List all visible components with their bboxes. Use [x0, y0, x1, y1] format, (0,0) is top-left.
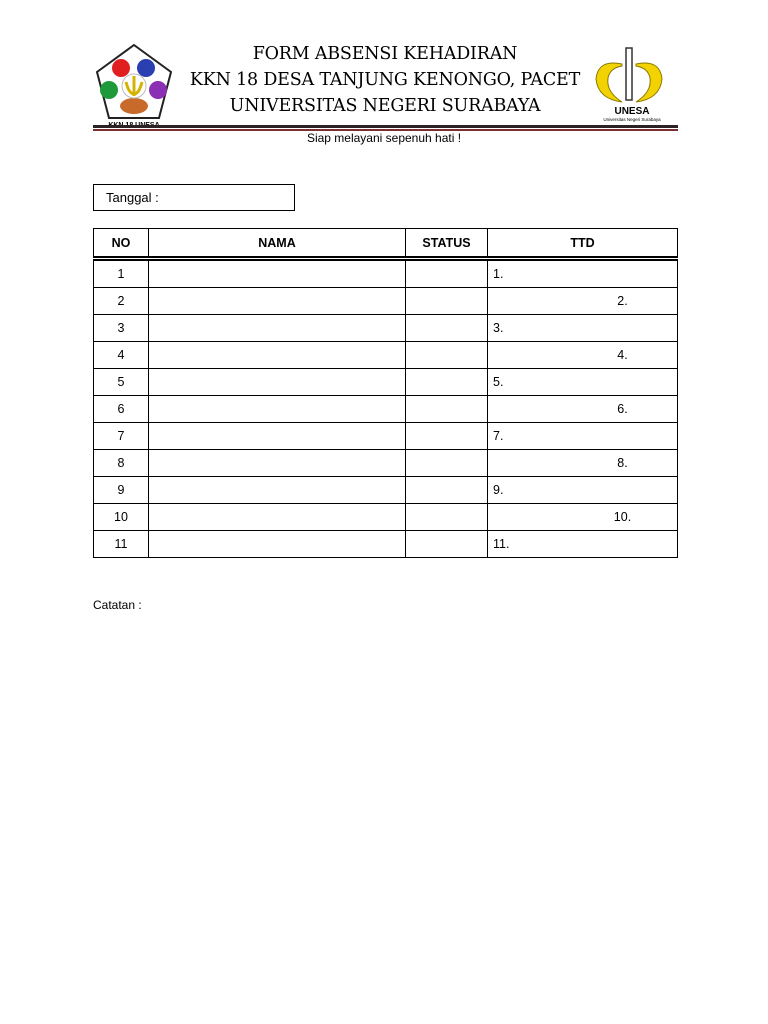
row-number: 7 — [94, 423, 149, 450]
kkn-logo — [93, 42, 175, 130]
column-header-no: NO — [94, 229, 149, 259]
row-number: 5 — [94, 369, 149, 396]
table-row — [94, 259, 678, 288]
status-cell[interactable] — [406, 369, 488, 396]
row-number: 1 — [94, 259, 149, 288]
table-row — [94, 423, 678, 450]
row-number: 10 — [94, 504, 149, 531]
signature-cell[interactable]: 2. — [488, 288, 678, 315]
row-number: 4 — [94, 342, 149, 369]
date-field[interactable] — [93, 184, 295, 211]
signature-cell[interactable]: 8. — [488, 450, 678, 477]
table-header-row — [94, 229, 678, 259]
status-cell[interactable] — [406, 342, 488, 369]
unesa-logo-subtext: Universitas Negeri Surabaya — [603, 117, 661, 122]
signature-cell[interactable]: 10. — [488, 504, 678, 531]
name-cell[interactable] — [149, 396, 406, 423]
signature-cell[interactable]: 3. — [488, 315, 678, 342]
signature-cell[interactable]: 7. — [488, 423, 678, 450]
status-cell[interactable] — [406, 423, 488, 450]
status-cell[interactable] — [406, 288, 488, 315]
name-cell[interactable] — [149, 450, 406, 477]
name-cell[interactable] — [149, 315, 406, 342]
notes-label: Catatan : — [93, 598, 142, 612]
title-line-2: KKN 18 DESA TANJUNG KENONGO, PACET — [189, 70, 581, 90]
date-label: Tanggal : — [106, 190, 159, 205]
signature-cell[interactable]: 5. — [488, 369, 678, 396]
row-number: 11 — [94, 531, 149, 558]
row-number: 3 — [94, 315, 149, 342]
name-cell[interactable] — [149, 504, 406, 531]
name-cell[interactable] — [149, 531, 406, 558]
table-row — [94, 477, 678, 504]
table-row — [94, 504, 678, 531]
row-number: 2 — [94, 288, 149, 315]
row-number: 6 — [94, 396, 149, 423]
column-header-ttd: TTD — [488, 229, 678, 259]
status-cell[interactable] — [406, 259, 488, 288]
header-divider — [93, 125, 678, 128]
table-row — [94, 531, 678, 558]
title-line-1: FORM ABSENSI KEHADIRAN — [252, 44, 518, 64]
title-line-3: UNIVERSITAS NEGERI SURABAYA — [229, 96, 541, 116]
signature-cell[interactable]: 9. — [488, 477, 678, 504]
signature-cell[interactable]: 11. — [488, 531, 678, 558]
column-header-status: STATUS — [406, 229, 488, 259]
status-cell[interactable] — [406, 450, 488, 477]
status-cell[interactable] — [406, 531, 488, 558]
attendance-table — [93, 228, 678, 558]
status-cell[interactable] — [406, 504, 488, 531]
signature-cell[interactable]: 1. — [488, 259, 678, 288]
row-number: 9 — [94, 477, 149, 504]
name-cell[interactable] — [149, 423, 406, 450]
table-row — [94, 369, 678, 396]
table-row — [94, 396, 678, 423]
name-cell[interactable] — [149, 369, 406, 396]
unesa-logo-text: UNESA — [614, 106, 650, 117]
column-header-nama: NAMA — [149, 229, 406, 259]
status-cell[interactable] — [406, 396, 488, 423]
unesa-logo — [588, 44, 670, 124]
row-number: 8 — [94, 450, 149, 477]
name-cell[interactable] — [149, 342, 406, 369]
table-row — [94, 288, 678, 315]
name-cell[interactable] — [149, 259, 406, 288]
motto: Siap melayani sepenuh hati ! — [306, 131, 462, 145]
table-row — [94, 342, 678, 369]
status-cell[interactable] — [406, 477, 488, 504]
signature-cell[interactable]: 4. — [488, 342, 678, 369]
table-row — [94, 450, 678, 477]
table-row — [94, 315, 678, 342]
name-cell[interactable] — [149, 288, 406, 315]
name-cell[interactable] — [149, 477, 406, 504]
signature-cell[interactable]: 6. — [488, 396, 678, 423]
status-cell[interactable] — [406, 315, 488, 342]
